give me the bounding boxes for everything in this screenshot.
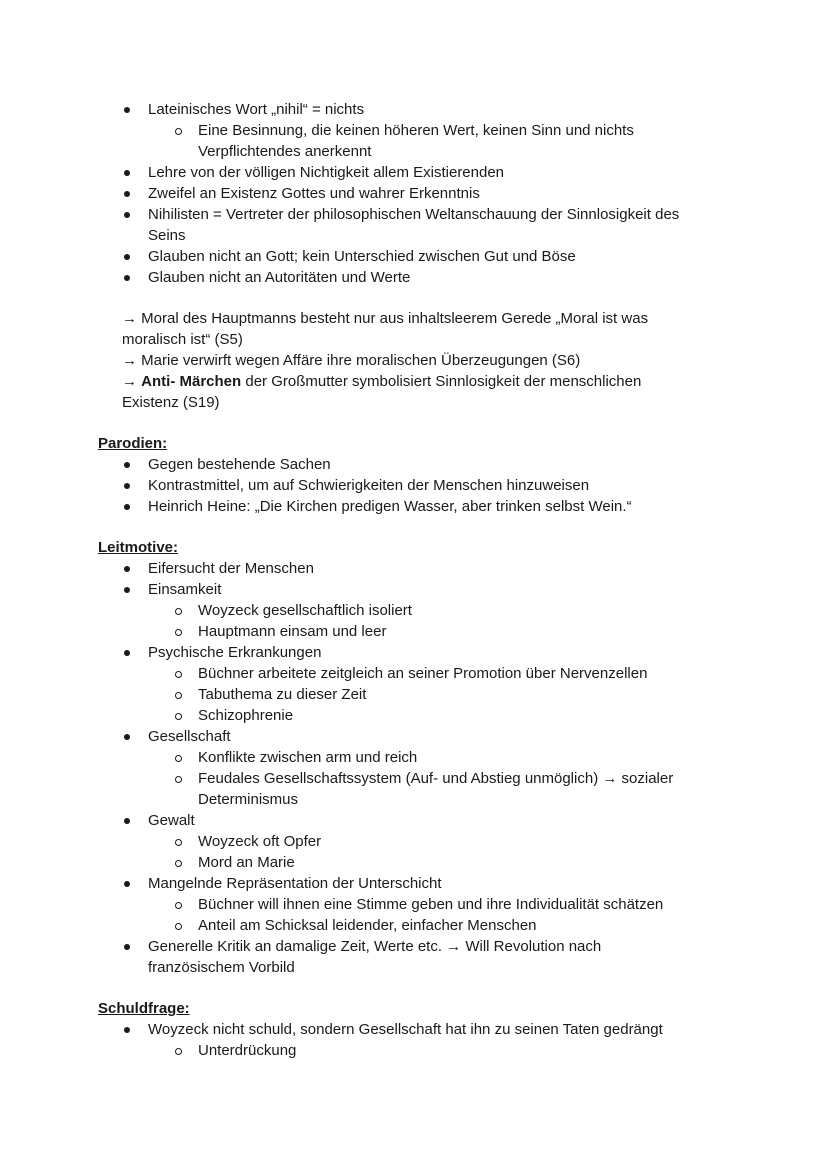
sub-list-item — [0, 684, 828, 705]
list-item-text: Gesellschaft — [148, 728, 231, 745]
sub-list-item — [0, 768, 828, 789]
list-item — [0, 642, 828, 663]
sub-list-item — [0, 915, 828, 936]
document-page — [0, 99, 828, 1061]
list-item-text: Einsamkeit — [148, 581, 222, 598]
circle-bullet-icon — [175, 608, 182, 615]
bullet-icon — [124, 107, 130, 113]
list-item — [0, 496, 828, 517]
note-text: der Großmutter symbolisiert Sinnlosigkeit der menschlichen — [241, 373, 642, 390]
sub-list-item — [0, 831, 828, 852]
list-item-text: Gegen bestehende Sachen — [148, 456, 331, 473]
list-item-text: Konflikte zwischen arm und reich — [198, 749, 418, 766]
list-item-text: Hauptmann einsam und leer — [198, 623, 387, 640]
arrow-note — [0, 371, 828, 392]
circle-bullet-icon — [175, 1048, 182, 1055]
note-text: Existenz (S19) — [122, 394, 220, 411]
circle-bullet-icon — [175, 671, 182, 678]
list-item-text: französischem Vorbild — [148, 959, 295, 976]
bullet-icon — [124, 566, 130, 572]
bullet-icon — [124, 944, 130, 950]
list-item — [0, 936, 828, 957]
list-item-text: Woyzeck nicht schuld, sondern Gesellschaft hat ihn zu seinen Taten gedrängt — [148, 1021, 663, 1038]
list-item — [0, 246, 828, 267]
section-heading-schuldfrage: Schuldfrage: — [98, 1000, 190, 1017]
list-item-continuation — [0, 957, 828, 978]
circle-bullet-icon — [175, 128, 182, 135]
list-item-text: Glauben nicht an Gott; kein Unterschied zwischen Gut und Böse — [148, 248, 576, 265]
arrow-note-continuation — [0, 392, 828, 413]
list-item-text: Determinismus — [198, 791, 299, 808]
sub-list-item — [0, 852, 828, 873]
bullet-icon — [124, 170, 130, 176]
list-item-text: Unterdrückung — [198, 1042, 297, 1059]
bullet-icon — [124, 275, 130, 281]
bullet-icon — [124, 650, 130, 656]
list-item-text: Eine Besinnung, die keinen höheren Wert, keinen Sinn und nichts — [198, 122, 634, 139]
sub-list-item — [0, 747, 828, 768]
list-item — [0, 1019, 828, 1040]
list-item-text: Tabuthema zu dieser Zeit — [198, 686, 367, 703]
list-item — [0, 579, 828, 600]
list-item — [0, 183, 828, 204]
section-heading-leitmotive: Leitmotive: — [98, 539, 179, 556]
bullet-icon — [124, 881, 130, 887]
list-item-text: Kontrastmittel, um auf Schwierigkeiten der Menschen hinzuweisen — [148, 477, 590, 494]
list-item-text: Büchner will ihnen eine Stimme geben und ihre Individualität schätzen — [198, 896, 664, 913]
note-text: → Moral des Hauptmanns besteht nur aus inhaltsleerem Gerede „Moral ist was — [122, 310, 649, 327]
list-item-text: Schizophrenie — [198, 707, 294, 724]
arrow-note — [0, 350, 828, 371]
bullet-icon — [124, 483, 130, 489]
bullet-icon — [124, 191, 130, 197]
bullet-icon — [124, 212, 130, 218]
list-item-text: Mord an Marie — [198, 854, 295, 871]
bullet-icon — [124, 462, 130, 468]
list-item-text: Woyzeck oft Opfer — [198, 833, 322, 850]
list-item-text: Verpflichtendes anerkennt — [198, 143, 372, 160]
section-heading-parodien: Parodien: — [98, 435, 168, 452]
list-item — [0, 99, 828, 120]
list-item-text: Generelle Kritik an damalige Zeit, Werte etc. → Will Revolution nach — [148, 938, 602, 955]
circle-bullet-icon — [175, 713, 182, 720]
list-item — [0, 558, 828, 579]
circle-bullet-icon — [175, 902, 182, 909]
list-item-text: Lehre von der völligen Nichtigkeit allem Existierenden — [148, 164, 505, 181]
circle-bullet-icon — [175, 923, 182, 930]
list-item-text: Lateinisches Wort „nihil“ = nichts — [148, 101, 365, 118]
emphasis-text: Anti- Märchen — [141, 373, 242, 390]
arrow-note-continuation — [0, 329, 828, 350]
circle-bullet-icon — [175, 776, 182, 783]
list-item-text: Nihilisten = Vertreter der philosophischen Weltanschauung der Sinnlosigkeit des — [148, 206, 680, 223]
sub-list-item — [0, 1040, 828, 1061]
list-item-text: Glauben nicht an Autoritäten und Werte — [148, 269, 411, 286]
list-item — [0, 454, 828, 475]
list-item-text: Heinrich Heine: „Die Kirchen predigen Wasser, aber trinken selbst Wein.“ — [148, 498, 632, 515]
sub-list-item — [0, 600, 828, 621]
list-item-text: Büchner arbeitete zeitgleich an seiner Promotion über Nervenzellen — [198, 665, 648, 682]
bullet-icon — [124, 587, 130, 593]
list-item — [0, 162, 828, 183]
circle-bullet-icon — [175, 629, 182, 636]
list-item-text: Feudales Gesellschaftssystem (Auf- und Abstieg unmöglich) → sozialer — [198, 770, 674, 787]
circle-bullet-icon — [175, 755, 182, 762]
list-item-text: Seins — [148, 227, 186, 244]
list-item-text: Gewalt — [148, 812, 195, 829]
list-item-text: Psychische Erkrankungen — [148, 644, 322, 661]
arrow-icon: → — [122, 373, 142, 390]
sub-list-item-continuation — [0, 141, 828, 162]
list-item — [0, 267, 828, 288]
list-item-text: Mangelnde Repräsentation der Unterschicht — [148, 875, 442, 892]
sub-list-item — [0, 120, 828, 141]
note-text: moralisch ist“ (S5) — [122, 331, 243, 348]
circle-bullet-icon — [175, 860, 182, 867]
list-item — [0, 810, 828, 831]
sub-list-item-continuation — [0, 789, 828, 810]
bullet-icon — [124, 504, 130, 510]
list-item-text: Anteil am Schicksal leidender, einfacher Menschen — [198, 917, 537, 934]
list-item-text: Woyzeck gesellschaftlich isoliert — [198, 602, 412, 619]
sub-list-item — [0, 705, 828, 726]
sub-list-item — [0, 894, 828, 915]
arrow-note — [0, 308, 828, 329]
circle-bullet-icon — [175, 839, 182, 846]
list-item — [0, 204, 828, 225]
sub-list-item — [0, 621, 828, 642]
circle-bullet-icon — [175, 692, 182, 699]
note-text: → Marie verwirft wegen Affäre ihre moralischen Überzeugungen (S6) — [122, 352, 581, 369]
bullet-icon — [124, 254, 130, 260]
list-item — [0, 726, 828, 747]
list-item-text: Zweifel an Existenz Gottes und wahrer Erkenntnis — [148, 185, 480, 202]
list-item — [0, 475, 828, 496]
list-item-text: Eifersucht der Menschen — [148, 560, 314, 577]
bullet-icon — [124, 734, 130, 740]
bullet-icon — [124, 818, 130, 824]
list-item — [0, 873, 828, 894]
sub-list-item — [0, 663, 828, 684]
list-item-continuation — [0, 225, 828, 246]
bullet-icon — [124, 1027, 130, 1033]
